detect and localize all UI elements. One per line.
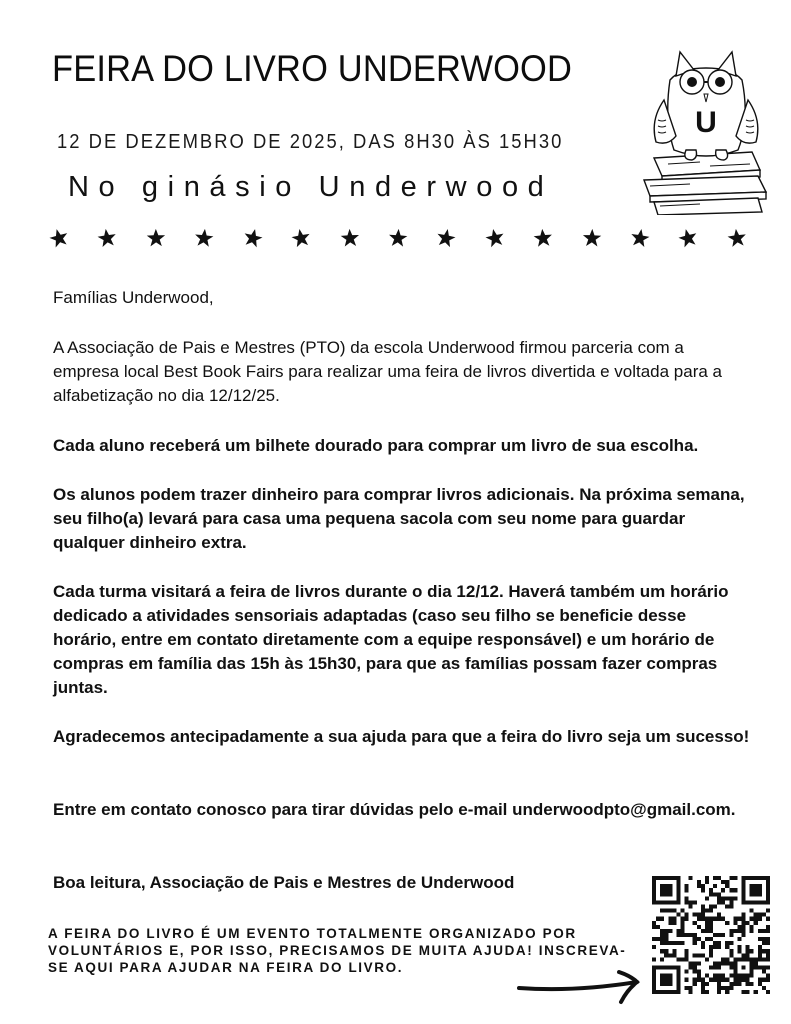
star-icon: [629, 227, 651, 249]
star-icon: [96, 227, 118, 249]
letter-greeting: Famílias Underwood,: [53, 288, 214, 307]
owl-on-books-icon: [640, 40, 775, 215]
star-icon: [242, 227, 264, 249]
event-venue: No ginásio Underwood: [68, 171, 554, 203]
volunteer-callout: A FEIRA DO LIVRO É UM EVENTO TOTALMENTE ORGANIZADO POR VOLUNTÁRIOS E, POR ISSO, PRECISAMOS DE MUITA AJUDA! INSCREVA-SE AQUI PARA AJUDAR NA FEIRA DO LIVRO.: [48, 926, 627, 975]
letter-contact: Entre em contato conosco para tirar dúvidas pelo e-mail underwoodpto@gmail.com.: [53, 800, 736, 819]
letter-money: Os alunos podem trazer dinheiro para comprar livros adicionais. Na próxima semana, seu filho(a) levará para casa uma pequena sacola com seu nome para guardar qualquer dinheiro extra.: [53, 485, 745, 552]
star-icon: [339, 227, 361, 249]
svg-text:U: U: [695, 106, 717, 139]
page-title: FEIRA DO LIVRO UNDERWOOD: [52, 48, 573, 89]
star-icon: [193, 227, 215, 249]
star-icon: [48, 227, 70, 249]
star-icon: [581, 227, 603, 249]
star-icon: [435, 227, 457, 249]
star-icon: [387, 227, 409, 249]
letter-visit: Cada turma visitará a feira de livros durante o dia 12/12. Haverá também um horário dedicado a atividades sensoriais adaptadas (caso seu filho se beneficie desse horário, entre em contato diretamente com a equipe responsável) e um horário de compras em família das 15h às 15h30, para que as famílias possam fazer compras juntas.: [53, 582, 729, 697]
qr-code-icon[interactable]: [652, 876, 770, 994]
star-icon: [145, 227, 167, 249]
star-icon: [532, 227, 554, 249]
letter-ticket: Cada aluno receberá um bilhete dourado para comprar um livro de sua escolha.: [53, 436, 699, 455]
star-icon: [484, 227, 506, 249]
event-date-time: 12 DE DEZEMBRO DE 2025, DAS 8H30 ÀS 15H30: [57, 131, 564, 153]
star-icon: [726, 227, 748, 249]
letter-signoff: Boa leitura, Associação de Pais e Mestres de Underwood: [53, 873, 515, 892]
letter-intro: A Associação de Pais e Mestres (PTO) da escola Underwood firmou parceria com a empresa local Best Book Fairs para realizar uma feira de livros divertida e voltada para a alfabetização no dia 12/12/25.: [53, 338, 722, 405]
letter-thanks: Agradecemos antecipadamente a sua ajuda para que a feira do livro seja um sucesso!: [53, 727, 750, 746]
star-divider: [48, 227, 748, 253]
arrow-right-icon: [515, 968, 645, 1008]
star-icon: [290, 227, 312, 249]
star-icon: [677, 227, 699, 249]
